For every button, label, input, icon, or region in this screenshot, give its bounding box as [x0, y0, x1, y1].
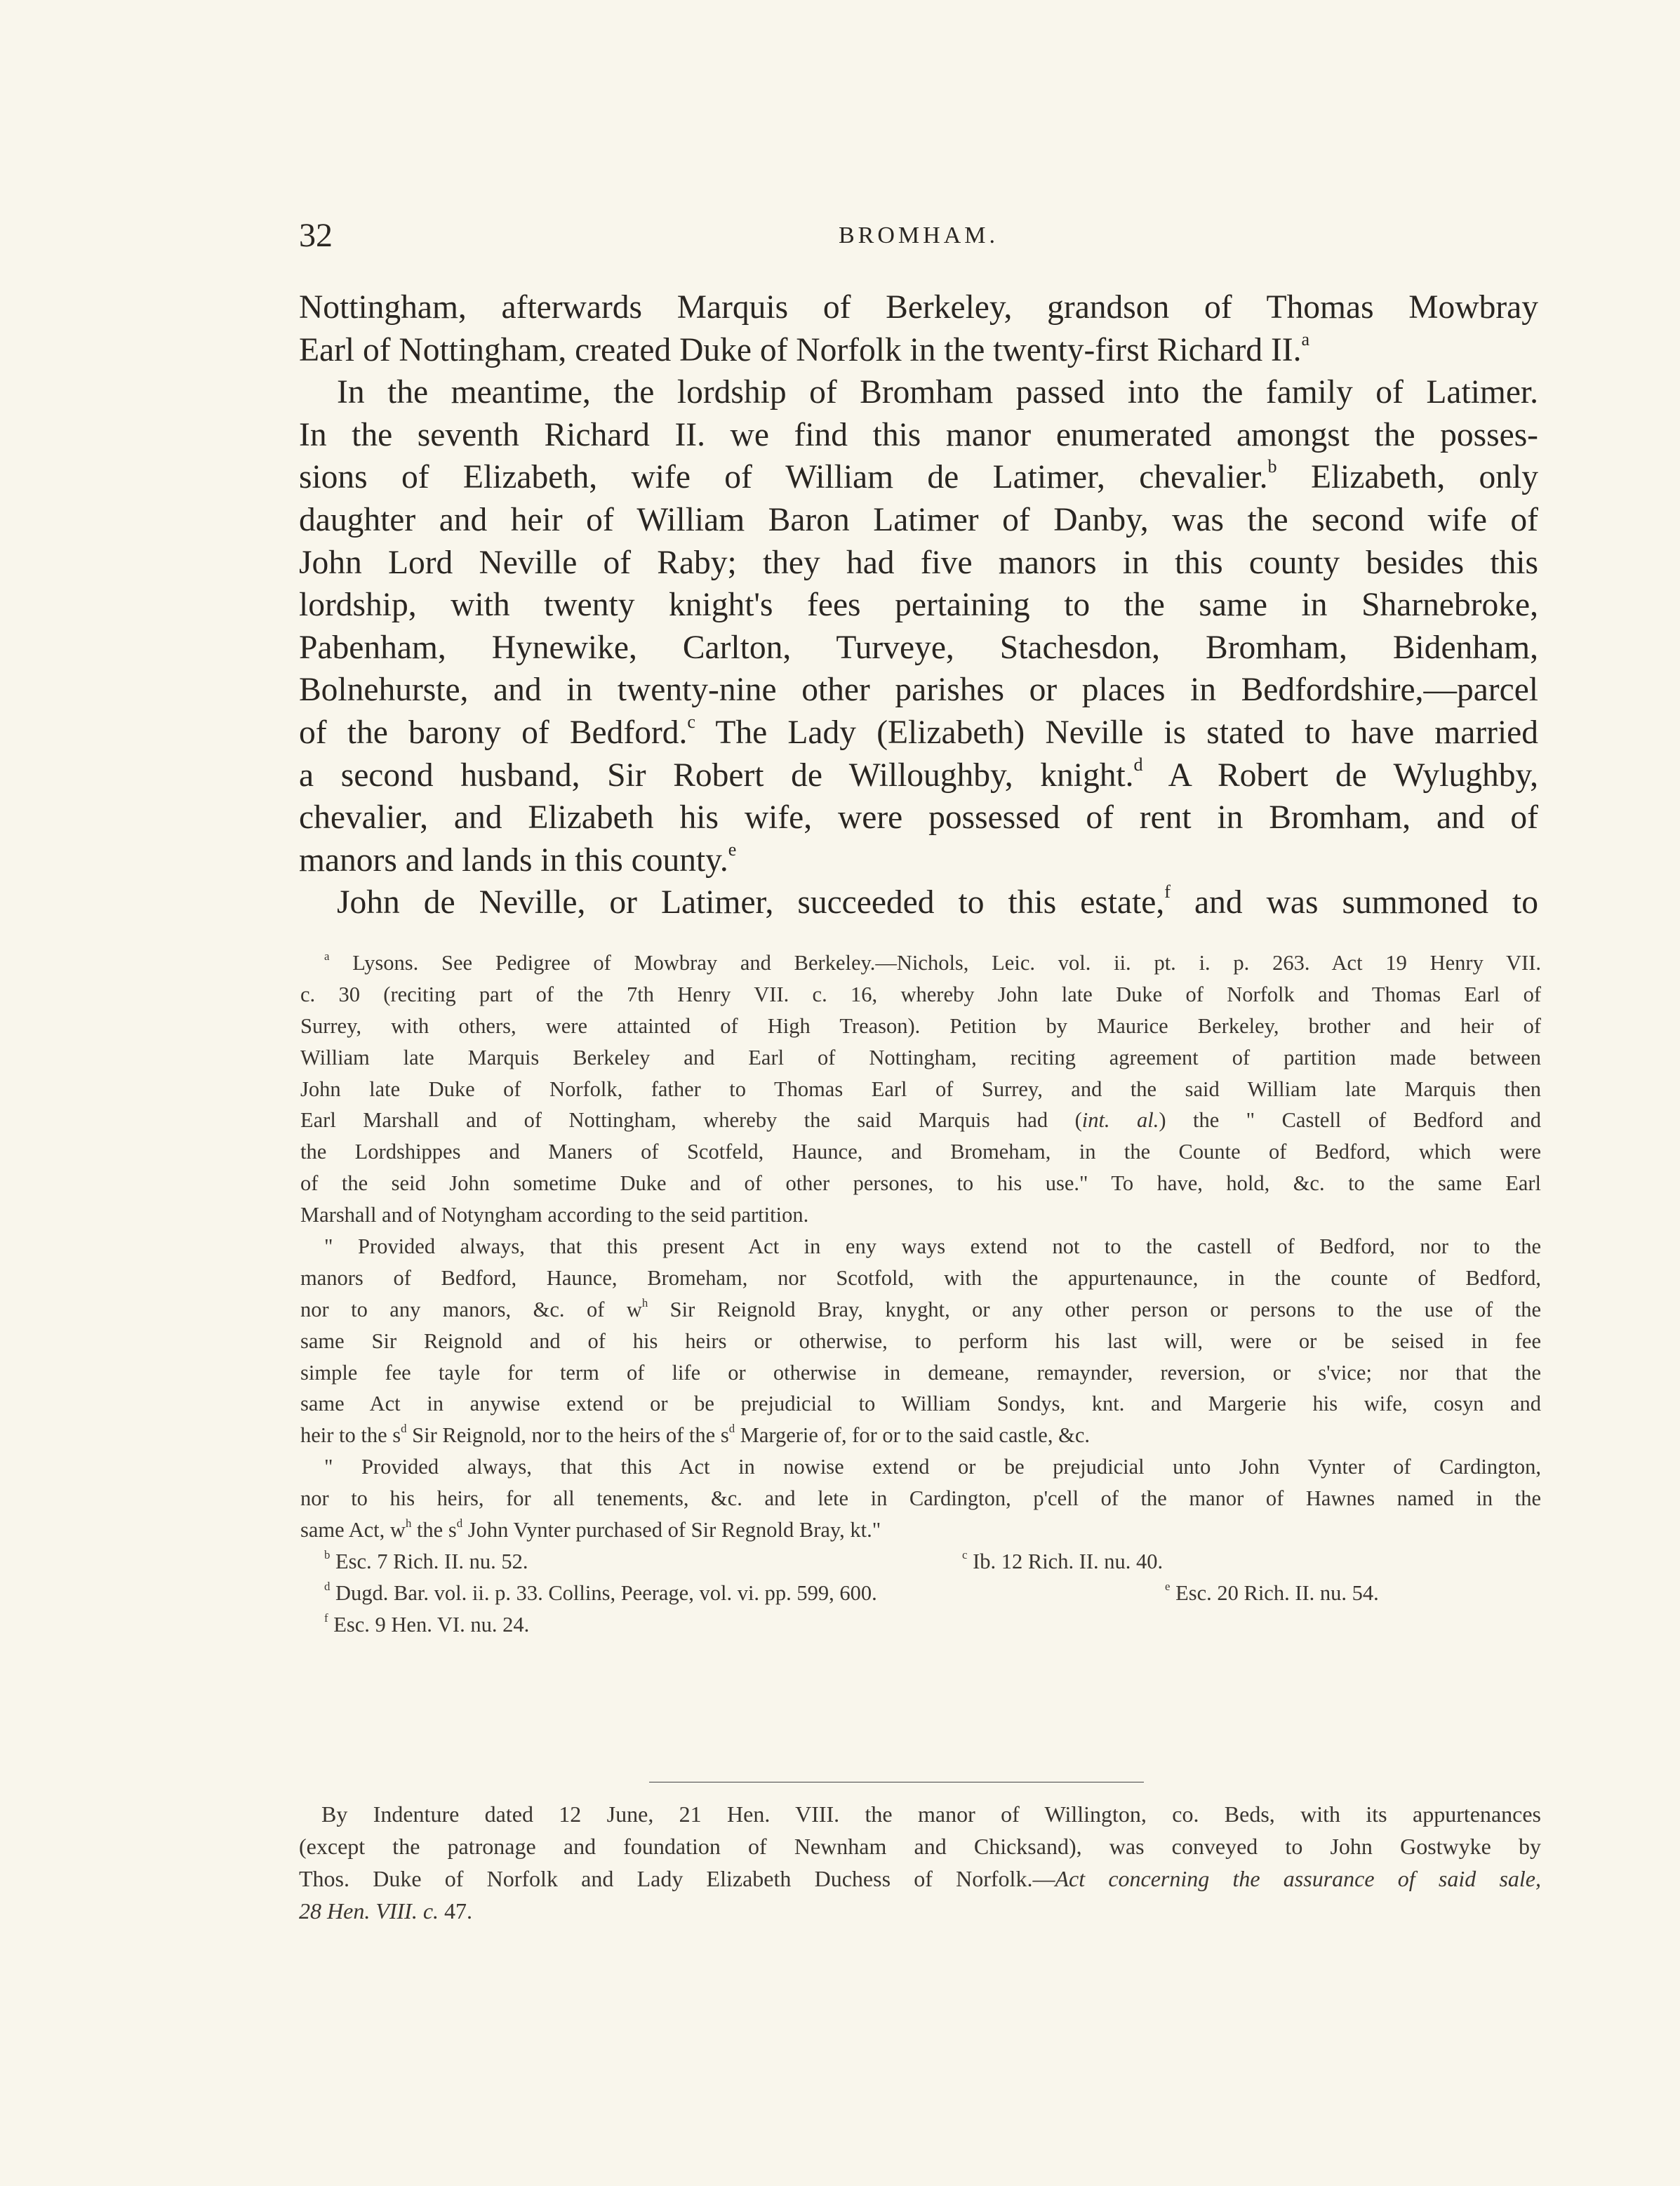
footnote-line: " Provided always, that this Act in nowise extend or be prejudicial unto John Vynter of Cardington,: [324, 1455, 1541, 1479]
addendum-line: Thos. Duke of Norfolk and Lady Elizabeth Duchess of Norfolk.—Act concerning the assurance of said sale,: [299, 1866, 1542, 1891]
footnote-line: Earl Marshall and of Nottingham, whereby the said Marquis had (int. al.) the " Castell of Bedford and: [300, 1108, 1542, 1133]
addendum-line: By Indenture dated 12 June, 21 Hen. VIII. the manor of Willington, co. Beds, with its appurtenances: [321, 1801, 1541, 1827]
footnote-line: nor to any manors, &c. of $w^h$ Sir Reignold Bray, knyght, or any other person or persons to the use of the: [300, 1295, 1541, 1321]
footnote-marker: a: [324, 949, 330, 963]
text-line: John de Neville, or Latimer, succeeded to this estate,$^f$ and was summoned to: [337, 881, 1538, 921]
text-line: In the meantime, the lordship of Bromham passed into the family of Latimer.: [337, 374, 1538, 411]
footnote-line: nor to his heirs, for all tenements, &c. and lete in Cardington, p'cell of the manor of Hawnes named in the: [300, 1486, 1541, 1511]
footnote-line: heir to the $s^d$ Sir Reignold, nor to the heirs of the $s^d$ Margerie of, for or to the said castle, &c.: [300, 1422, 1090, 1448]
footnote-marker: c: [687, 711, 695, 732]
footnote-b: $^b$ Esc. 7 Rich. II. nu. 52.: [324, 1547, 528, 1573]
footnote-c: $^c$ Ib. 12 Rich. II. nu. 40.: [962, 1547, 1164, 1573]
footnote-line: the Lordshippes and Maners of Scotfeld, Haunce, and Bromeham, in the Counte of Bedford, which were: [300, 1140, 1541, 1164]
footnotes: [300, 947, 1541, 1641]
text-line: In the seventh Richard II. we find this manor enumerated amongst the posses-: [299, 416, 1538, 453]
text-line: manors and lands in this county.$^e$: [299, 839, 737, 879]
footnote-ref-row: [300, 1609, 1541, 1641]
footnote-ref-row: [300, 1578, 1541, 1609]
footnote-marker: f: [1164, 881, 1171, 902]
footnote-marker: d: [1133, 754, 1143, 775]
footnote-line: of the seid John sometime Duke and of other persones, to his use." To have, hold, &c. to the same Earl: [300, 1171, 1541, 1196]
footnote-line: Surrey, with others, were attainted of High Treason). Petition by Maurice Berkeley, brother and heir of: [300, 1013, 1541, 1038]
addendum-line: 28 Hen. VIII. c. 47.: [299, 1898, 473, 1924]
footnote-d: $^d$ Dugd. Bar. vol. ii. p. 33. Collins, Peerage, vol. vi. pp. 599, 600.: [324, 1579, 877, 1605]
running-title: BROMHAM.: [839, 222, 999, 248]
text-line: John Lord Neville of Raby; they had five manors in this county besides this: [299, 544, 1538, 581]
footnote-marker: e: [728, 839, 737, 860]
footnote-line: same Act in anywise extend or be prejudicial to William Sondys, knt. and Margerie his wife, cosyn and: [300, 1392, 1541, 1416]
running-head: [299, 215, 1538, 257]
footnote-line: c. 30 (reciting part of the 7th Henry VII. c. 16, whereby John late Duke of Norfolk and Thomas Earl of: [300, 982, 1541, 1006]
footnote-line: Marshall and of Notyngham according to the seid partition.: [300, 1203, 809, 1227]
text-line: a second husband, Sir Robert de Willoughby, knight.$^d$ A Robert de Wylughby,: [299, 754, 1539, 794]
text-line: of the barony of Bedford.$^c$ The Lady (Elizabeth) Neville is stated to have married: [299, 711, 1539, 751]
footnote-line: William late Marquis Berkeley and Earl of Nottingham, reciting agreement of partition made between: [300, 1045, 1541, 1069]
text-line: chevalier, and Elizabeth his wife, were possessed of rent in Bromham, and of: [299, 799, 1538, 837]
addendum-note: [299, 1798, 1541, 1927]
text-line: lordship, with twenty knight's fees pertaining to the same in Sharnebroke,: [299, 587, 1538, 624]
footnote-e: $^e$ Esc. 20 Rich. II. nu. 54.: [1165, 1579, 1379, 1605]
text-line: sions of Elizabeth, wife of William de Latimer, chevalier.$^b$ Elizabeth, only: [299, 456, 1538, 496]
footnote-line: same Sir Reignold and of his heirs or otherwise, to perform his last will, were or be seised in fee: [300, 1328, 1541, 1353]
footnote-line: $^a$ Lysons. See Pedigree of Mowbray and Berkeley.—Nichols, Leic. vol. ii. pt. i. p. 263. Act 19 Henry VII.: [324, 949, 1542, 975]
footnote-line: simple fee tayle for term of life or otherwise in demeane, remaynder, reversion, or s'vice; nor that the: [300, 1360, 1541, 1385]
footnote-line: same Act, $w^h$ the $s^d$ John Vynter purchased of Sir Regnold Bray, kt.": [300, 1516, 881, 1542]
footnote-line: " Provided always, that this present Act in eny ways extend not to the castell of Bedford, nor to the: [324, 1234, 1541, 1259]
text-line: Nottingham, afterwards Marquis of Berkeley, grandson of Thomas Mowbray: [299, 289, 1538, 326]
text-line: Bolnehurste, and in twenty-nine other parishes or places in Bedfordshire,—parcel: [299, 672, 1538, 709]
footnote-ref-row: [300, 1546, 1541, 1578]
addendum-line: (except the patronage and foundation of Newnham and Chicksand), was conveyed to John Gostwyke by: [299, 1834, 1541, 1859]
footnote-line: John late Duke of Norfolk, father to Thomas Earl of Surrey, and the said William late Marquis then: [300, 1077, 1541, 1101]
main-text: [299, 286, 1538, 924]
text-line: Earl of Nottingham, created Duke of Norfolk in the twenty-first Richard II.$^a$: [299, 328, 1310, 368]
text-line: Pabenham, Hynewike, Carlton, Turveye, Stachesdon, Bromham, Bidenham,: [299, 629, 1538, 666]
footnote-marker: b: [1267, 456, 1277, 477]
text-line: daughter and heir of William Baron Latimer of Danby, was the second wife of: [299, 501, 1538, 538]
footnote-line: manors of Bedford, Haunce, Bromeham, nor Scotfold, with the appurtenaunce, in the counte of Bedford,: [300, 1265, 1541, 1290]
footnote-f: $^f$ Esc. 9 Hen. VI. nu. 24.: [324, 1611, 530, 1637]
page-number: 32: [299, 217, 333, 254]
footnote-marker: a: [1301, 328, 1310, 349]
